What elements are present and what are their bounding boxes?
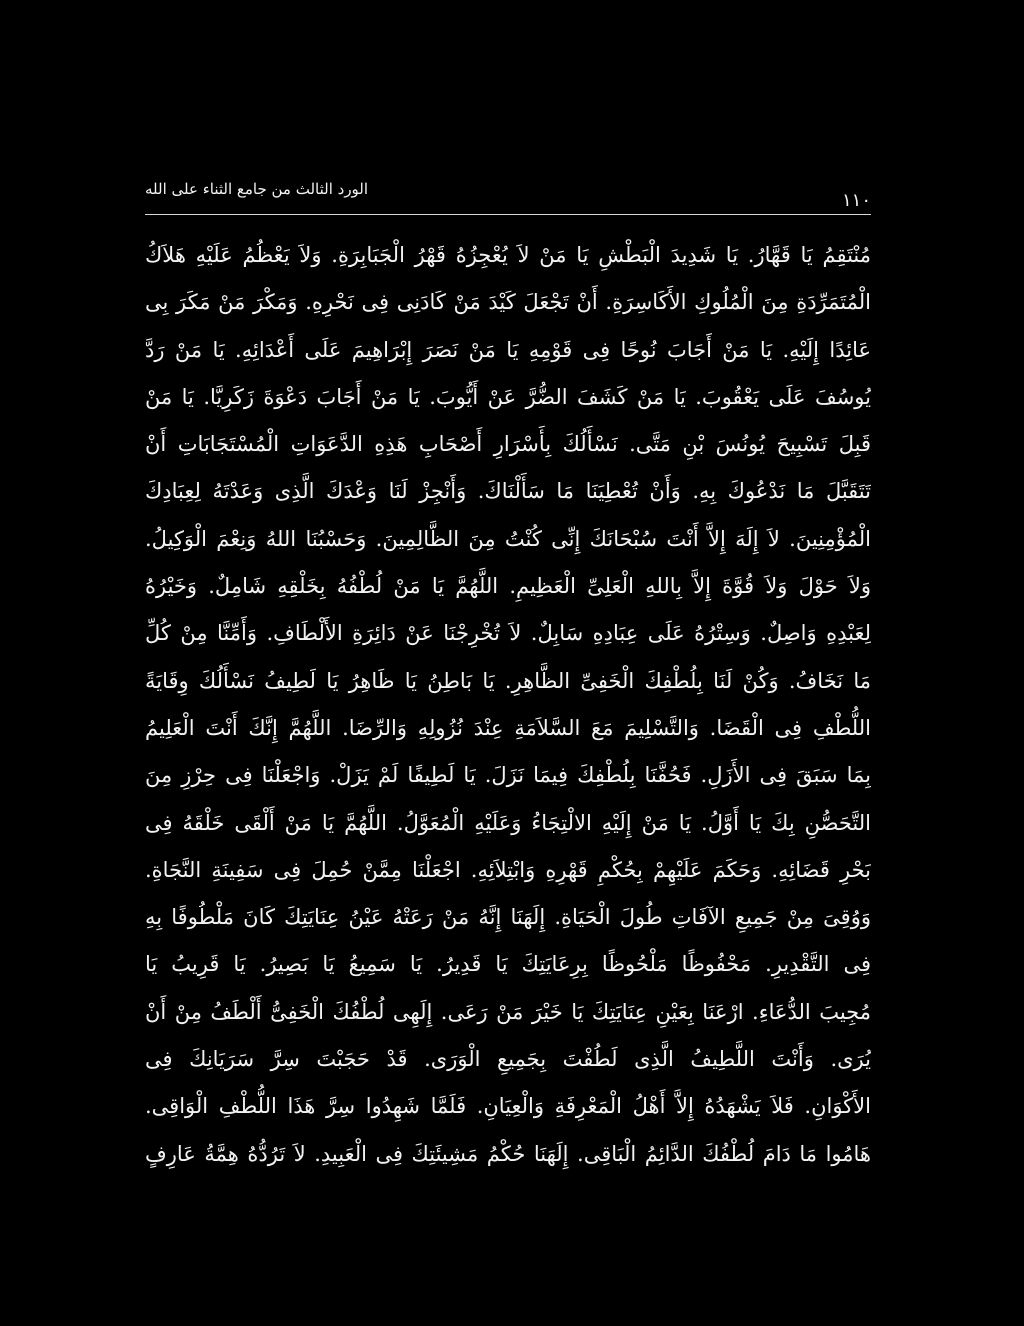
page-number: ١١٠ xyxy=(841,190,871,211)
header-rule xyxy=(145,214,871,215)
text-line: وَوُقِىَ مِنْ جَمِيعِ الآفَاتِ طُولَ الْحَيَاةِ. إِلَهَنَا إِنَّهُ مَنْ رَعَتْهُ عَيْنُ عِنَايَتِكَ كَانَ مَلْطُوفًا بِهِ xyxy=(145,905,871,930)
text-line: بَحْرِ قَضَائِهِ. وَحَكَمَ عَلَيْهِمْ بِحُكْمِ قَهْرِهِ وَابْتِلاَئِهِ. اجْعَلْنَا مِمَّنْ حُمِلَ فِى سَفِينَةِ النَّجَاةِ. xyxy=(145,857,871,882)
text-line: تَتَقَبَّلَ مَا نَدْعُوكَ بِهِ. وَأَنْ تُعْطِيَنَا مَا سَأَلْنَاكَ. وَأَنْجِزْ لَنَا وَعْدَكَ الَّذِى وَعَدْتَهُ لِعِبَادِكَ xyxy=(145,479,871,504)
text-line: وَلاَ حَوْلَ وَلاَ قُوَّةَ إِلاَّ بِاللهِ الْعَلِىِّ الْعَظِيمِ. اللَّهُمَّ يَا مَنْ لُطْفُهُ بِخَلْقِهِ شَامِلٌ. وَخَيْرُهُ xyxy=(145,574,871,599)
text-line: عَائِدًا إِلَيْهِ. يَا مَنْ أَجَابَ نُوحًا فِى قَوْمِهِ يَا مَنْ نَصَرَ إِبْرَاهِيمَ عَلَى أَعْدَائِهِ. يَا مَنْ رَدَّ xyxy=(145,337,871,362)
text-line: يُوسُفَ عَلَى يَعْقُوبَ. يَا مَنْ كَشَفَ الضُّرَّ عَنْ أَيُّوبَ. يَا مَنْ أَجَابَ دَعْوَةَ زَكَرِيَّا. يَا مَنْ xyxy=(145,384,871,409)
text-line: الأَكْوَانِ. فَلاَ يَشْهَدُهُ إِلاَّ أَهْلُ الْمَعْرِفَةِ وَالْعِيَانِ. فَلَمَّا شَهِدُوا سِرَّ هَذَا اللُّطْفِ الْوَاقِى. xyxy=(145,1094,871,1119)
text-line: يُرَى. وَأَنْتَ اللَّطِيفُ الَّذِى لَطُفْتَ بِجَمِيعِ الْوَرَى. قَدْ حَجَبْتَ سِرَّ سَرَيَانِكَ فِى xyxy=(145,1047,871,1072)
text-line: لِعَبْدِهِ وَاصِلٌ. وَسِتْرُهُ عَلَى عِبَادِهِ سَابِلٌ. لاَ تُخْرِجْنَا عَنْ دَائِرَةِ الأَلْطَافِ. وَأَمِّنَّا مِنْ كُلِّ xyxy=(145,621,871,646)
text-line: بِمَا سَبَقَ فِى الأَزَلِ. فَحُفَّنَا بِلُطْفِكَ فِيمَا نَزَلَ. يَا لَطِيفًا لَمْ يَزَلْ. وَاجْعَلْنَا فِى حِرْزِ مِنَ xyxy=(145,763,871,788)
text-line: الْمُؤْمِنِينَ. لاَ إِلَهَ إِلاَّ أَنْتَ سُبْحَانَكَ إِنِّى كُنْتُ مِنَ الظَّالِمِينَ. وَحَسْبُنَا اللهُ وَنِعْمَ الْوَكِيلُ. xyxy=(145,526,871,551)
arabic-text-body xyxy=(145,232,871,1166)
text-line: مُنْتَقِمُ يَا قَهَّارُ. يَا شَدِيدَ الْبَطْشِ يَا مَنْ لاَ يُعْجِزُهُ قَهْرُ الْجَبَابِرَةِ. وَلاَ يَعْظُمُ عَلَيْهِ هَلاَكُ xyxy=(145,243,871,267)
text-line: مَا نَخَافُ. وَكُنْ لَنَا بِلُطْفِكَ الْخَفِىِّ الظَّاهِرِ. يَا بَاطِنُ يَا ظَاهِرُ يَا لَطِيفُ نَسْأَلُكَ وِقَايَةً xyxy=(145,668,871,693)
text-line: مُجِيبَ الدُّعَاءِ. ارْعَنَا بِعَيْنِ عِنَايَتِكَ يَا خَيْرَ مَنْ رَعَى. إِلَهِى لُطْفُكَ الْخَفِىُّ أَلْطَفُ مِنْ أَنْ xyxy=(145,999,871,1024)
page-header xyxy=(145,172,871,212)
text-line: التَّحَصُّنِ بِكَ يَا أَوَّلُ. يَا مَنْ إِلَيْهِ الالْتِجَاءُ وَعَلَيْهِ الْمُعَوَّلُ. اللَّهُمَّ يَا مَنْ أَلْقَى خَلْقَهُ فِى xyxy=(145,810,871,835)
text-line: قَبِلَ تَسْبِيحَ يُونُسَ بْنِ مَتَّى. نَسْأَلُكَ بِأَسْرَارِ أَصْحَابِ هَذِهِ الدَّعَوَاتِ الْمُسْتَجَابَاتِ أَنْ xyxy=(145,432,871,457)
text-line: فِى التَّقْدِيرِ. مَحْفُوظًا مَلْحُوظًا بِرِعَايَتِكَ يَا قَدِيرُ. يَا سَمِيعُ يَا بَصِيرُ. يَا قَرِيبُ يَا xyxy=(145,952,871,977)
text-line: الْمُتَمَرِّدَةِ مِنَ الْمُلُوكِ الأَكَاسِرَةِ. أَنْ تَجْعَلَ كَيْدَ مَنْ كَادَنِى فِى نَحْرِهِ. وَمَكْرَ مَنْ مَكَرَ بِى xyxy=(145,290,871,315)
text-line: هَامُوا مَا دَامَ لُطْفُكَ الدَّائِمُ الْبَاقِى. إِلَهَنَا حُكْمُ مَشِيئَتِكَ فِى الْعَبِيدِ. لاَ تَرُدُّهُ هِمَّةُ عَارِفٍ xyxy=(145,1141,871,1166)
text-line: اللُّطْفِ فِى الْقَضَا. وَالتَّسْلِيمَ مَعَ السَّلاَمَةِ عِنْدَ نُزُولِهِ وَالرِّضَا. اللَّهُمَّ إِنَّكَ أَنْتَ الْعَلِيمُ xyxy=(145,715,871,740)
running-title: الورد الثالث من جامع الثناء على الله xyxy=(145,180,369,198)
